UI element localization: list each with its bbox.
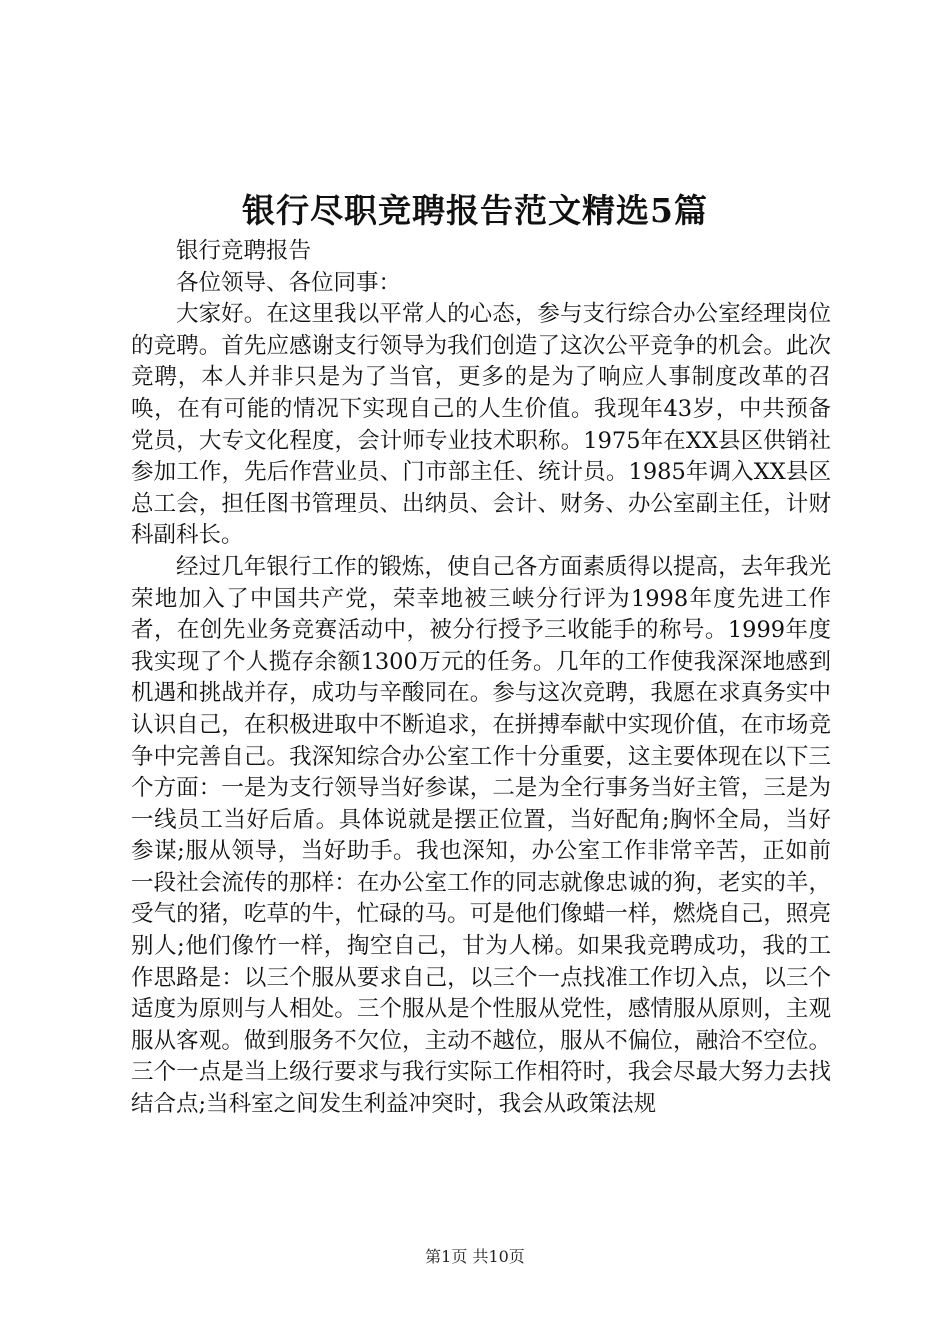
paragraph-work-experience: 经过几年银行工作的锻炼，使自己各方面素质得以提高，去年我光荣地加入了中国共产党，荣幸地被三峡分行评为1998年度先进工作者，在创先业务竞赛活动中，被分行授予三收能手的称号。1999年度我实现了个人揽存余额1300万元的任务。几年的工作使我深深地感到机遇和挑战并存，成功与辛酸同在。参与这次竞聘，我愿在求真务实中认识自己，在积极进取中不断追求，在拼搏奉献中实现价值，在市场竞争中完善自己。我深知综合办公室工作十分重要，这主要体现在以下三个方面：一是为支行领导当好参谋，二是为全行事务当好主管，三是为一线员工当好后盾。具体说就是摆正位置，当好配角;胸怀全局，当好参谋;服从领导，当好助手。我也深知，办公室工作非常辛苦，正如前一段社会流传的那样：在办公室工作的同志就像忠诚的狗，老实的羊，受气的猪，吃草的牛，忙碌的马。可是他们像蜡一样，燃烧自己，照亮别人;他们像竹一样，掏空自己，甘为人梯。如果我竞聘成功，我的工作思路是：以三个服从要求自己，以三个一点找准工作切入点，以三个适度为原则与人相处。三个服从是个性服从党性，感情服从原则，主观服从客观。做到服务不欠位，主动不越位，服从不偏位，融洽不空位。三个一点是当上级行要求与我行实际工作相符时，我会尽最大努力去找结合点;当科室之间发生利益冲突时，我会从政策法规 (131, 553, 831, 1118)
document-title: 银行尽职竞聘报告范文精选5篇 (242, 191, 708, 230)
document-body (131, 236, 831, 1121)
page-footer: 第1页 共10页 (425, 1247, 525, 1266)
paragraph-introduction: 大家好。在这里我以平常人的心态，参与支行综合办公室经理岗位的竞聘。首先应感谢支行领导为我们创造了这次公平竞争的机会。此次竞聘，本人并非只是为了当官，更多的是为了响应人事制度改革的召唤，在有可能的情况下实现自己的人生价值。我现年43岁，中共预备党员，大专文化程度，会计师专业技术职称。1975年在XX县区供销社参加工作，先后作营业员、门市部主任、统计员。1985年调入XX县区总工会，担任图书管理员、出纳员、会计、财务、办公室副主任，计财科副科长。 (131, 301, 831, 549)
paragraph-salutation: 各位领导、各位同事： (176, 269, 402, 296)
paragraph-subtitle: 银行竞聘报告 (176, 238, 312, 264)
